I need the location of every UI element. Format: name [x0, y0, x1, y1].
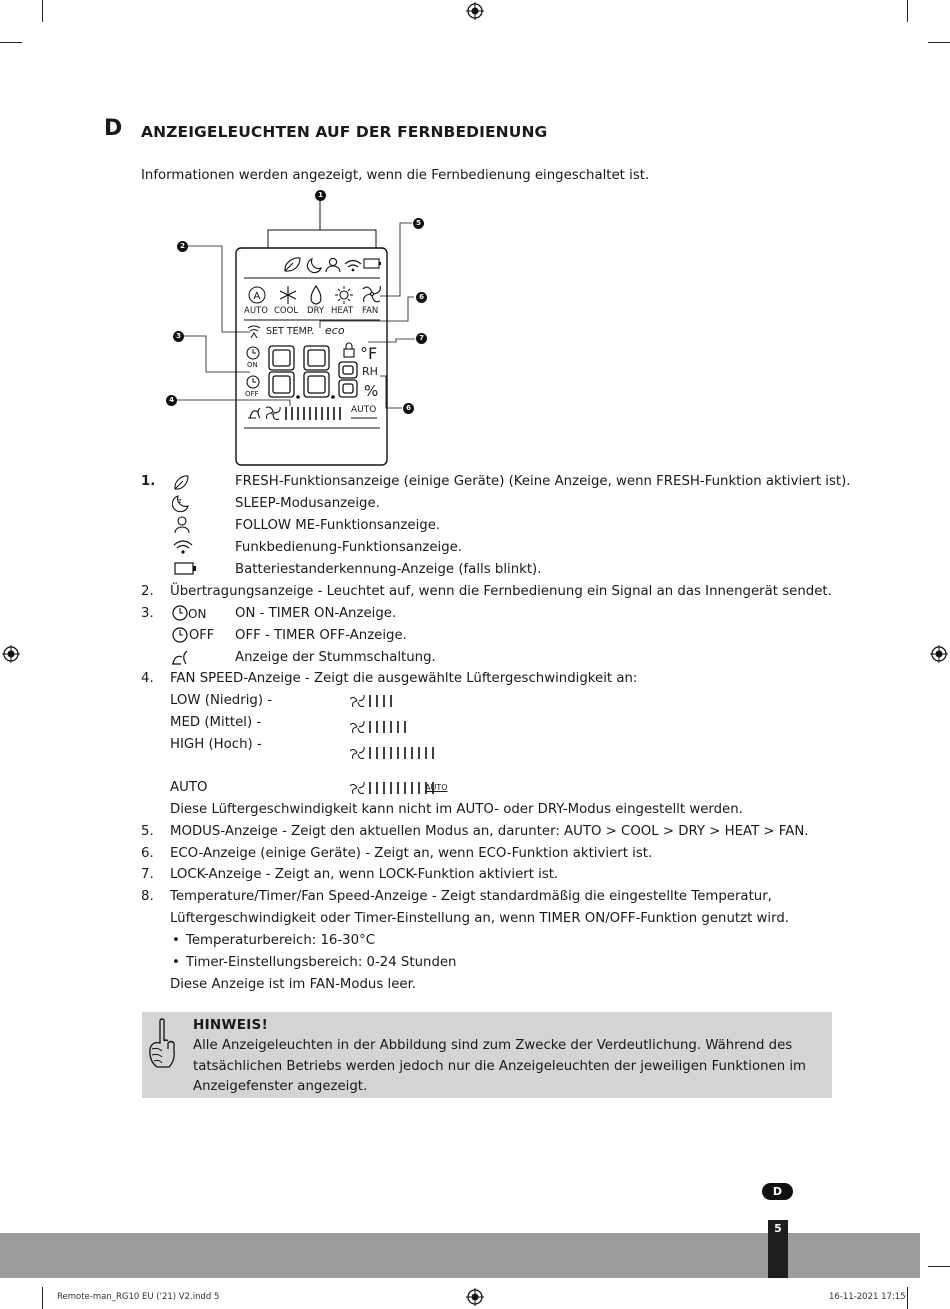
crop-mark — [928, 42, 950, 43]
person-icon — [173, 516, 191, 534]
fahrenheit-label: °F — [360, 344, 378, 363]
item-text: Batteriestanderkennung-Anzeige (falls blinkt). — [235, 562, 542, 577]
callout-3: 3 — [173, 331, 184, 342]
fan-speed-auto-label: AUTO — [170, 780, 208, 795]
fan-speed-row — [350, 695, 391, 707]
crop-mark — [0, 42, 22, 43]
timer-off-icon — [171, 626, 189, 644]
item-number-2: 2. — [141, 584, 154, 599]
rh-label: RH — [362, 365, 378, 378]
leaf-icon — [172, 473, 190, 491]
callout-6: 6 — [416, 292, 427, 303]
fan-speed-high-label: HIGH (Hoch) - — [170, 737, 262, 752]
callout-5: 5 — [413, 218, 424, 229]
fan-speed-row — [350, 782, 433, 794]
page-number: 5 — [768, 1220, 788, 1278]
timer-off-icon-label: OFF — [189, 628, 215, 643]
callout-6b: 6 — [403, 403, 414, 414]
fan-icon — [350, 747, 364, 759]
fan-speed-row — [350, 721, 405, 733]
registration-mark-icon — [466, 2, 484, 20]
item-text: FOLLOW ME-Funktionsanzeige. — [235, 518, 441, 533]
callout-7: 7 — [416, 333, 427, 344]
wireless-icon — [172, 538, 194, 556]
note-title: HINWEIS! — [193, 1017, 269, 1033]
bullet-temperature: Temperaturbereich: 16-30°C — [186, 933, 376, 948]
item-text: Temperature/Timer/Fan Speed-Anzeige - Zeigt standardmäßig die eingestellte Temperatur, — [170, 889, 772, 904]
fan-speed-low-label: LOW (Niedrig) - — [170, 693, 273, 708]
date-slug: 16-11-2021 17:15 — [829, 1292, 906, 1302]
fan-icon — [350, 721, 364, 733]
timer-on-icon-label: ON — [188, 607, 207, 621]
svg-text:A: A — [253, 291, 261, 302]
fan-speed-bars — [350, 690, 470, 800]
remote-display-diagram — [160, 186, 440, 468]
crop-mark — [42, 1287, 43, 1309]
digits-readout — [269, 344, 357, 345]
registration-mark-icon — [2, 645, 20, 663]
section-title: ANZEIGELEUCHTEN AUF DER FERNBEDIENUNG — [141, 123, 548, 141]
mute-icon — [170, 647, 192, 667]
item-text: FRESH-Funktionsanzeige (einige Geräte) (Keine Anzeige, wenn FRESH-Funktion aktiviert ist). — [235, 474, 851, 489]
fan-auto-suffix: AUTO — [425, 783, 448, 792]
callout-4: 4 — [166, 395, 177, 406]
fan-mode-note: Diese Anzeige ist im FAN-Modus leer. — [170, 977, 417, 992]
svg-text:z: z — [178, 497, 182, 505]
bullet-dot: • — [172, 955, 180, 970]
item-text: ON - TIMER ON-Anzeige. — [235, 606, 397, 621]
fan-speed-row — [350, 747, 433, 759]
set-temp-label: SET TEMP. — [266, 326, 315, 337]
item-number-3: 3. — [141, 606, 154, 621]
file-slug: Remote-man_RG10 EU ('21) V2.indd 5 — [57, 1292, 220, 1302]
item-number-5: 5. — [141, 824, 154, 839]
item-text: Anzeige der Stummschaltung. — [235, 650, 436, 665]
crop-mark — [928, 1266, 950, 1267]
item-text: ECO-Anzeige (einige Geräte) - Zeigt an, wenn ECO-Funktion aktiviert ist. — [170, 846, 653, 861]
language-badge: D — [762, 1183, 793, 1200]
callout-2: 2 — [177, 241, 188, 252]
item-text: OFF - TIMER OFF-Anzeige. — [235, 628, 407, 643]
note-text: Alle Anzeigeleuchten in der Abbildung sind zum Zwecke der Verdeutlichung. Während des tatsächlichen Betriebs werden jedoch nur die Anzeigeleuchten der jeweiligen Funktionen im Anzeigefenster angezeigt. — [193, 1038, 806, 1094]
section-letter: D — [104, 116, 123, 141]
crop-mark — [907, 0, 908, 22]
sleep-moon-icon — [172, 494, 190, 512]
mode-label-fan: FAN — [362, 306, 379, 316]
item-number-1: 1. — [141, 474, 156, 489]
item-number-8: 8. — [141, 889, 154, 904]
mode-label-heat: HEAT — [331, 306, 354, 316]
auto-fan-label: AUTO — [351, 405, 377, 415]
item-text: MODUS-Anzeige - Zeigt den aktuellen Modus an, darunter: AUTO > COOL > DRY > HEAT > FAN. — [170, 824, 809, 839]
item-text: FAN SPEED-Anzeige - Zeigt die ausgewählte Lüftergeschwindigkeit an: — [170, 671, 638, 686]
mode-label-auto: AUTO — [244, 306, 268, 316]
crop-mark — [42, 0, 43, 22]
eco-label: eco — [325, 324, 345, 337]
timer-on-icon — [171, 604, 189, 622]
mode-label-cool: COOL — [274, 306, 299, 316]
bullet-timer: Timer-Einstellungsbereich: 0-24 Stunden — [186, 955, 457, 970]
timer-on-label: ON — [247, 361, 258, 369]
pointing-hand-icon — [146, 1017, 178, 1073]
crop-mark — [907, 1287, 908, 1309]
item-text: SLEEP-Modusanzeige. — [235, 496, 380, 511]
timer-off-label: OFF — [245, 390, 259, 398]
percent-label: % — [364, 382, 379, 400]
mode-label-dry: DRY — [307, 306, 325, 316]
battery-icon — [174, 561, 198, 577]
item-text: Funkbedienung-Funktionsanzeige. — [235, 540, 463, 555]
item-8-continuation: Lüftergeschwindigkeit oder Timer-Einstellung an, wenn TIMER ON/OFF-Funktion genutzt wird. — [170, 911, 789, 926]
registration-mark-icon — [466, 1288, 484, 1306]
item-text: LOCK-Anzeige - Zeigt an, wenn LOCK-Funktion aktiviert ist. — [170, 867, 559, 882]
item-number-4: 4. — [141, 671, 154, 686]
item-number-6: 6. — [141, 846, 154, 861]
item-number-7: 7. — [141, 867, 154, 882]
intro-text: Informationen werden angezeigt, wenn die Fernbedienung eingeschaltet ist. — [141, 168, 650, 183]
callout-1: 1 — [315, 190, 326, 201]
fan-speed-med-label: MED (Mittel) - — [170, 715, 262, 730]
bullet-dot: • — [172, 933, 180, 948]
fan-icon — [350, 695, 364, 707]
item-text: Übertragungsanzeige - Leuchtet auf, wenn die Fernbedienung ein Signal an das Innengerät sendet. — [170, 584, 832, 599]
fan-icon — [350, 782, 364, 794]
registration-mark-icon — [930, 645, 948, 663]
fan-note: Diese Lüftergeschwindigkeit kann nicht im AUTO- oder DRY-Modus eingestellt werden. — [170, 802, 743, 817]
